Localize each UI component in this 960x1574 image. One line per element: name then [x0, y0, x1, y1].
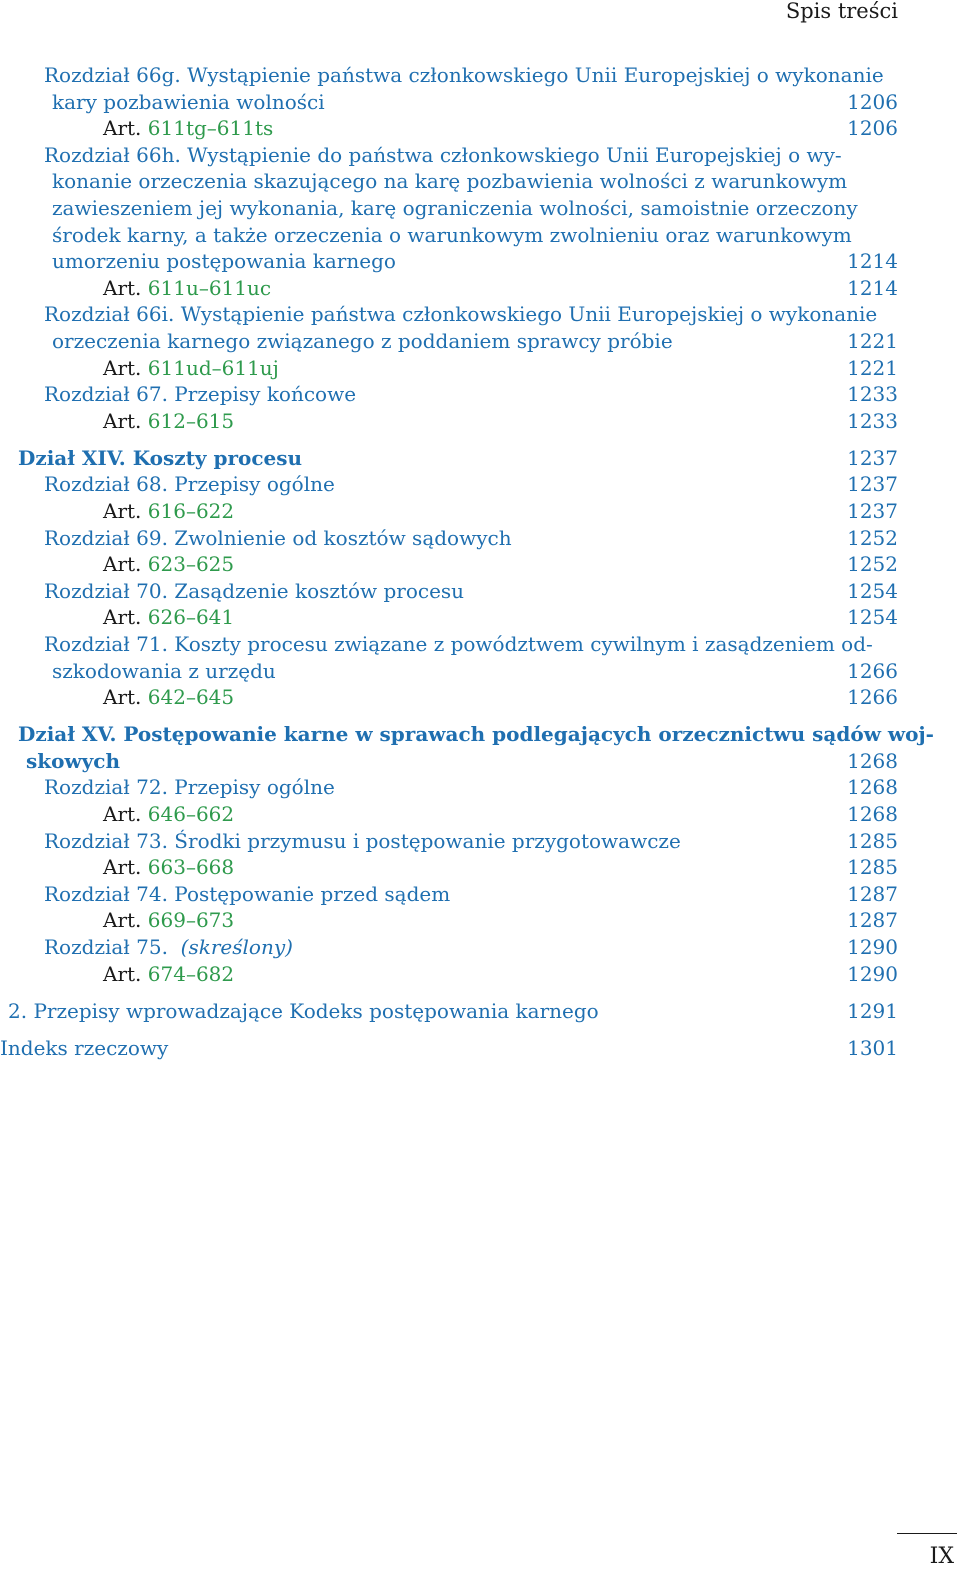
page-number[interactable]: 1266	[847, 658, 898, 683]
art-prefix: Art.	[103, 116, 142, 141]
page-number[interactable]: 1301	[847, 1035, 898, 1060]
toc-line	[0, 604, 898, 631]
chapter-title-cont[interactable]: szkodowania z urzędu	[52, 658, 276, 683]
chapter-title[interactable]: Rozdział 71. Koszty procesu związane z powództwem cywilnym i zasądzeniem od-	[44, 631, 873, 656]
chapter-title-cont[interactable]: orzeczenia karnego związanego z poddaniem sprawcy próbie	[52, 328, 673, 353]
toc-line	[0, 774, 898, 801]
toc-line	[0, 498, 898, 525]
page-number[interactable]: 1285	[847, 828, 898, 853]
article-range[interactable]: 626–641	[147, 605, 235, 630]
chapter-title-cont[interactable]: zawieszeniem jej wykonania, karę ograniczenia wolności, samoistnie orzeczony	[52, 195, 858, 220]
toc-line	[0, 168, 898, 195]
page-number[interactable]: 1268	[847, 748, 898, 773]
article-range[interactable]: 616–622	[147, 499, 235, 523]
toc-line	[0, 471, 898, 498]
article-range[interactable]: 646–662	[147, 802, 235, 827]
art-prefix: Art.	[103, 355, 142, 380]
art-prefix: Art.	[103, 275, 142, 300]
article-range[interactable]: 611ud–611uj	[147, 355, 279, 380]
chapter-title-cont[interactable]: kary pozbawienia wolności	[52, 89, 325, 114]
toc-line	[0, 907, 898, 934]
toc-line	[0, 248, 898, 275]
page-number[interactable]: 1290	[847, 961, 898, 986]
part-title[interactable]: 2. Przepisy wprowadzające Kodeks postępowania karnego	[8, 998, 599, 1023]
page-number[interactable]: 1206	[847, 89, 898, 114]
toc-line	[0, 934, 898, 961]
page-number[interactable]: 1221	[847, 355, 898, 380]
toc-line	[0, 748, 898, 775]
table-of-contents	[0, 62, 934, 1061]
toc-line	[0, 301, 898, 328]
toc-line	[0, 195, 898, 222]
toc-line	[0, 828, 898, 855]
chapter-title[interactable]: Rozdział 74. Postępowanie przed sądem	[44, 881, 451, 906]
chapter-title[interactable]: Rozdział 67. Przepisy końcowe	[44, 382, 357, 407]
art-prefix: Art.	[103, 855, 142, 880]
art-prefix: Art.	[103, 802, 142, 827]
chapter-title[interactable]: Rozdział 73. Środki przymusu i postępowanie przygotowawcze	[44, 828, 681, 853]
page-number[interactable]: 1287	[847, 908, 898, 933]
page-number[interactable]: 1252	[847, 552, 898, 577]
article-range[interactable]: 642–645	[147, 685, 235, 710]
chapter-title-cont[interactable]: umorzeniu postępowania karnego	[52, 249, 396, 274]
chapter-title[interactable]: Rozdział 69. Zwolnienie od kosztów sądowych	[44, 525, 512, 550]
chapter-title-cont[interactable]: konanie orzeczenia skazującego na karę pozbawienia wolności z warunkowym	[52, 169, 848, 194]
toc-line	[0, 62, 898, 89]
toc-line	[0, 881, 898, 908]
page-number[interactable]: 1252	[847, 525, 898, 550]
toc-line	[0, 115, 898, 142]
art-prefix: Art.	[103, 499, 142, 523]
page-number[interactable]: 1254	[847, 578, 898, 603]
page-number[interactable]: 1214	[847, 275, 898, 300]
art-prefix: Art.	[103, 908, 142, 933]
page-number[interactable]: 1206	[847, 116, 898, 141]
chapter-status: (skreślony)	[180, 935, 293, 959]
page-number[interactable]: 1233	[847, 408, 898, 433]
toc-line	[0, 998, 898, 1025]
toc-line	[0, 1035, 898, 1062]
page-number[interactable]: 1214	[847, 249, 898, 274]
chapter-title-cont[interactable]: środek karny, a także orzeczenia o warunkowym zwolnieniu oraz warunkowym	[52, 222, 852, 247]
article-range[interactable]: 623–625	[147, 552, 235, 577]
chapter-title[interactable]: Rozdział 68. Przepisy ogólne	[44, 472, 335, 497]
section-title[interactable]: Dział XIV. Koszty procesu	[18, 445, 303, 470]
page-number[interactable]: 1266	[847, 685, 898, 710]
page-number[interactable]: 1237	[847, 472, 898, 497]
art-prefix: Art.	[103, 605, 142, 630]
toc-line	[0, 961, 898, 988]
toc-line	[0, 328, 898, 355]
toc-line	[0, 631, 898, 658]
page-number[interactable]: 1268	[847, 802, 898, 827]
chapter-title[interactable]: Rozdział 70. Zasądzenie kosztów procesu	[44, 578, 465, 603]
page-number[interactable]: 1291	[847, 998, 898, 1023]
page-number[interactable]: 1221	[847, 328, 898, 353]
toc-line	[0, 381, 898, 408]
page-number[interactable]: 1233	[847, 382, 898, 407]
article-range[interactable]: 663–668	[147, 855, 235, 880]
article-range[interactable]: 612–615	[147, 408, 235, 433]
toc-line	[0, 801, 898, 828]
toc-line	[0, 445, 898, 472]
toc-line	[0, 408, 898, 435]
section-title-cont[interactable]: skowych	[26, 748, 121, 773]
article-range[interactable]: 674–682	[147, 961, 235, 986]
chapter-title[interactable]: Rozdział 72. Przepisy ogólne	[44, 775, 335, 800]
toc-line	[0, 355, 898, 382]
toc-line	[0, 222, 898, 249]
page-number[interactable]: 1254	[847, 605, 898, 630]
page-number[interactable]: 1285	[847, 855, 898, 880]
index-title[interactable]: Indeks rzeczowy	[0, 1035, 169, 1060]
toc-line	[0, 142, 898, 169]
chapter-title[interactable]: Rozdział 75.	[44, 935, 168, 959]
toc-line	[0, 684, 898, 711]
page-number[interactable]: 1237	[847, 445, 898, 470]
toc-line	[0, 525, 898, 552]
page-number[interactable]: 1268	[847, 775, 898, 800]
section-title[interactable]: Dział XV. Postępowanie karne w sprawach podlegających orzecznictwu sądów woj-	[18, 722, 934, 747]
toc-line	[0, 854, 898, 881]
toc-line	[0, 551, 898, 578]
art-prefix: Art.	[103, 552, 142, 577]
footer-rule	[897, 1533, 957, 1534]
toc-line	[0, 721, 934, 748]
article-range[interactable]: 669–673	[147, 908, 235, 933]
chapter-title[interactable]: Rozdział 66h. Wystąpienie do państwa członkowskiego Unii Europejskiej o wy-	[44, 142, 842, 167]
toc-line	[0, 89, 898, 116]
art-prefix: Art.	[103, 961, 142, 986]
chapter-title[interactable]: Rozdział 66i. Wystąpienie państwa członkowskiego Unii Europejskiej o wykonanie	[44, 302, 878, 327]
page-number[interactable]: 1290	[847, 935, 898, 959]
folio: IX	[929, 1544, 954, 1569]
chapter-title[interactable]: Rozdział 66g. Wystąpienie państwa członkowskiego Unii Europejskiej o wykonanie	[44, 63, 884, 87]
page-number[interactable]: 1237	[847, 499, 898, 523]
toc-line	[0, 578, 898, 605]
page-number[interactable]: 1287	[847, 881, 898, 906]
article-range[interactable]: 611u–611uc	[147, 275, 272, 300]
art-prefix: Art.	[103, 685, 142, 710]
running-header: Spis treści	[785, 0, 898, 23]
article-range[interactable]: 611tg–611ts	[147, 116, 274, 141]
toc-line	[0, 658, 898, 685]
art-prefix: Art.	[103, 408, 142, 433]
toc-line	[0, 275, 898, 302]
